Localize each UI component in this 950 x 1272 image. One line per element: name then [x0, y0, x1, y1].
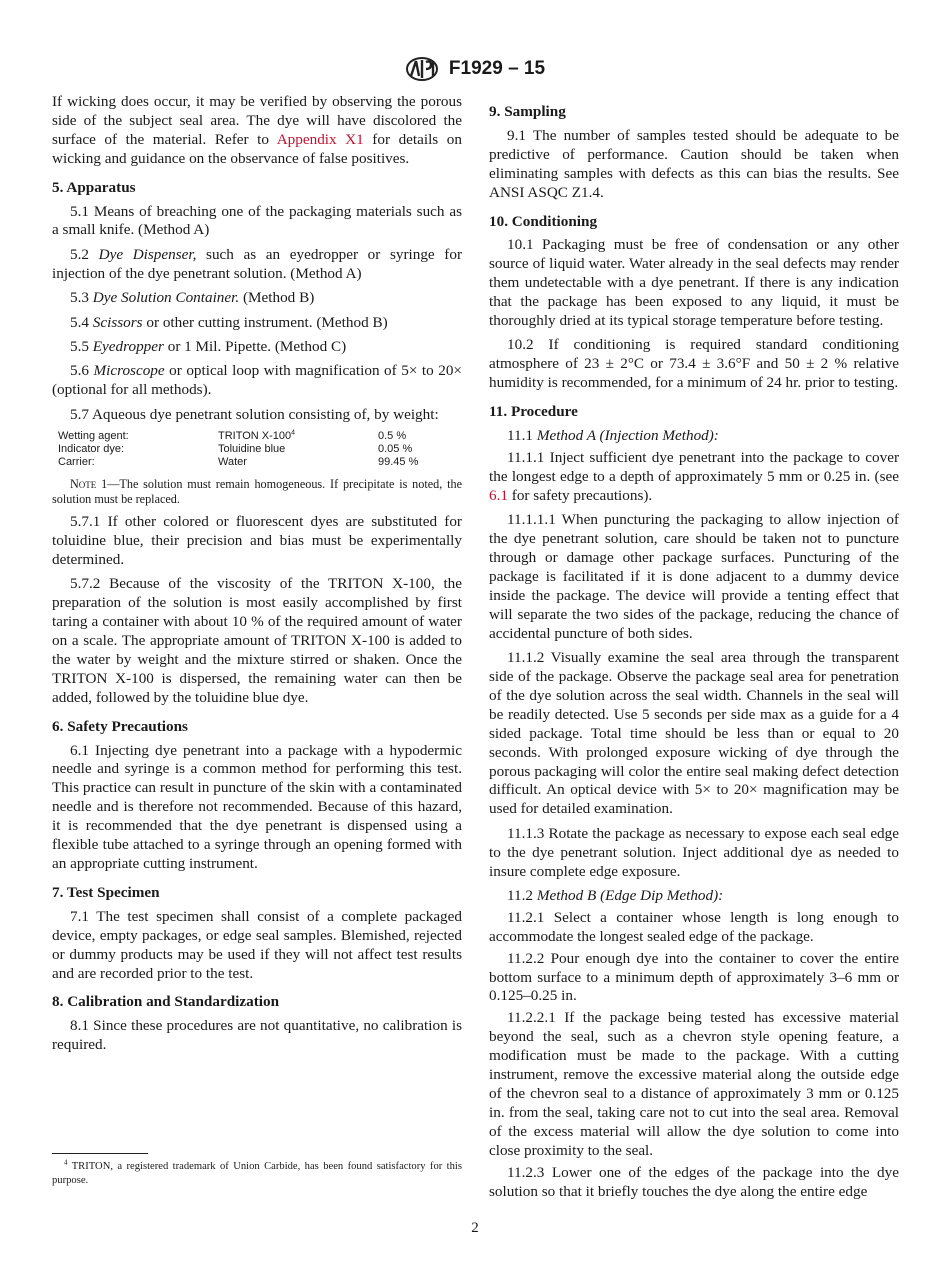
italic-term: Dye Dispenser,: [98, 245, 197, 263]
paragraph: [52, 406, 462, 425]
paragraph: [489, 427, 899, 446]
paragraph-text: 8.1 Since these procedures are not quantitative, no calibration is required.: [52, 1017, 462, 1054]
italic-term: Method A (Injection Method):: [536, 427, 719, 445]
paragraph: [52, 513, 462, 570]
paragraph-text: 10.2 If conditioning is required standard conditioning atmosphere of 23 ± 2°C or 73.4 ± 3.6°F and 50 ± 2 % relative humidity is recommended, for a minimum of 24 hr. prior to testing.: [489, 336, 899, 392]
paragraph: [52, 908, 462, 984]
paragraph-text: 6.1 Injecting dye penetrant into a package with a hypodermic needle and syringe is a common method for performing this test. This practice can result in puncture of the skin with a contaminated needle and is therefore not recommended. Because of this hazard, it is recommended that the dye penetrant is dispensed using a flexible tube attached to a syringe through an opening formed with an appropriate cutting instrument.: [52, 741, 462, 872]
component-role: Wetting agent:: [58, 430, 129, 443]
section-heading: 5. Apparatus: [52, 178, 136, 196]
paragraph-text: 11.2.2 Pour enough dye into the container to cover the entire bottom surface to a minimum depth of approximately 3–6 mm or 0.125–0.25 in.: [489, 949, 899, 1005]
component-weight: 99.45 %: [378, 456, 419, 469]
component-name-text: Water: [218, 456, 247, 469]
paragraph: [489, 236, 899, 331]
component-weight: 0.05 %: [378, 443, 413, 456]
paragraph: [52, 93, 462, 169]
italic-term: Microscope: [93, 362, 165, 380]
solution-composition-table: [58, 430, 418, 469]
note-label: Note 1: [70, 477, 108, 492]
table-row: [58, 443, 418, 456]
paragraph-text: 5.7 Aqueous dye penetrant solution consisting of, by weight:: [70, 405, 439, 423]
paragraph-text: for safety precautions).: [507, 486, 653, 504]
paragraph-text: (Method B): [239, 289, 315, 307]
paragraph-text: 11.1.3 Rotate the package as necessary to expose each seal edge to the dye penetrant solution. Inject additional dye as needed to insure complete edge exposure.: [489, 824, 899, 880]
component-name-text: TRITON X-100: [218, 430, 292, 443]
paragraph-text: or optical loop with magnification of 5× to 20× (optional for all methods).: [52, 362, 462, 399]
paragraph-text: 11.2.1 Select a container whose length is long enough to accommodate the longest sealed edge of the package.: [489, 908, 899, 945]
right-column: [489, 93, 899, 1204]
italic-term: Eyedropper: [92, 337, 164, 355]
paragraph: [489, 127, 899, 203]
component-name: [218, 443, 378, 456]
paragraph: [489, 649, 899, 819]
paragraph-text: 5.7.2 Because of the viscosity of the TRITON X-100, the preparation of the solution is most easily accomplished by first taring a container with about 10 % of the required amount of water on a scale. The appropriate amount of TRITON X-100 is added to the water by weight and the mixture stirred or shaken. Once the TRITON X-100 is dispersed, the remaining water can then be added, followed by the toluidine blue dye.: [52, 575, 462, 706]
table-row: [58, 430, 418, 443]
footnote: [52, 1160, 462, 1188]
standard-designation: F1929 – 15: [448, 58, 546, 79]
component-role: Indicator dye:: [58, 443, 125, 456]
note: [52, 477, 462, 507]
section-heading: 6. Safety Precautions: [52, 717, 188, 735]
paragraph: [52, 203, 462, 241]
paragraph-text: 5.4: [70, 313, 93, 331]
paragraph-text: such as an eyedropper or syringe for injection of the dye penetrant solution. (Method A): [52, 245, 463, 282]
paragraph: [489, 449, 899, 506]
paragraph-text: 11.2: [507, 886, 537, 904]
footnote-ref: 4: [291, 429, 296, 437]
page-header: [0, 56, 950, 82]
italic-term: Scissors: [92, 313, 143, 331]
paragraph: [52, 246, 462, 284]
section-heading: 9. Sampling: [489, 103, 566, 120]
paragraph: [489, 511, 899, 643]
footnote-number: 4: [64, 1158, 68, 1167]
paragraph: [489, 950, 899, 1007]
component-role: Carrier:: [58, 456, 95, 469]
cross-reference-link[interactable]: Appendix X1: [276, 130, 364, 148]
paragraph-text: 11.1.2 Visually examine the seal area through the transparent side of the package. Observe the package seal area for penetration of the dye solution across the seal width. Channels in the seal will be readily detected. Use 5 seconds per side max as a guide for a 4 sided package. Total time should be less than or equal to 20 seconds. With prolonged exposure wicking of dye through the porous packaging will color the entire seal making defect detection difficult. An optical device with 5× to 20× magnification may be used for detailed examination.: [489, 649, 899, 818]
paragraph-text: 5.7.1 If other colored or fluorescent dyes are substituted for toluidine blue, their precision and bias must be experimentally determined.: [52, 513, 462, 568]
paragraph-text: 7.1 The test specimen shall consist of a complete packaged device, empty packages, or edge seal samples. Blemished, rejected or dummy products may be used if they will not affect test results and are recorded prior to the test.: [52, 907, 462, 982]
paragraph-text: 9.1 The number of samples tested should be adequate to be predictive of performance. Caution should be taken when eliminating samples with defects as this can bias the results. See ANSI ASQC Z1.4.: [489, 126, 899, 201]
paragraph-text: 11.1.1 Inject sufficient dye penetrant into the package to cover the longest edge to a depth of approximately 5 mm or 0.25 in. (see: [489, 449, 899, 485]
astm-logo-icon: [405, 56, 439, 82]
paragraph-text: for details on wicking and guidance on the observance of false positives.: [52, 130, 462, 167]
paragraph-text: 11.2.2.1 If the package being tested has excessive material beyond the seal, such as a chevron style opening feature, a modification must be made to the package. With a cutting instrument, remove the excessive material along the outside edge of the chevron seal to a distance of approximately 3 mm or 0.125 in. from the seal, taking care not to cut into the seal area. Removal of the excess material will allow the dye solution to come into close proximity to the seal.: [489, 1009, 899, 1159]
paragraph: [489, 887, 899, 906]
section-heading: 10. Conditioning: [489, 212, 598, 230]
left-column: [52, 93, 462, 1061]
paragraph-text: If wicking does occur, it may be verified by observing the porous side of the subject seal area. The dye will have discolored the surface of the material. Refer to: [52, 93, 462, 148]
italic-term: Dye Solution Container.: [92, 289, 240, 307]
paragraph-text: or 1 Mil. Pipette. (Method C): [163, 337, 347, 355]
paragraph: [52, 1017, 462, 1055]
paragraph-text: 5.3: [70, 289, 93, 307]
cross-reference-link[interactable]: 6.1: [489, 486, 508, 504]
paragraph-text: 11.1: [507, 427, 537, 445]
paragraph: [52, 362, 462, 400]
italic-term: Method B (Edge Dip Method):: [536, 886, 724, 904]
paragraph-text: 5.2: [70, 245, 99, 263]
paragraph: [489, 909, 899, 947]
paragraph: [52, 314, 462, 333]
component-name: [218, 456, 378, 469]
paragraph-text: 11.1.1.1 When puncturing the packaging to allow injection of the dye penetrant solution, care should be taken not to puncture through or damage other package surfaces. Puncturing of the package is facilitated if it is done adjacent to a dummy device inside the package. The device will provide a tenting effect that will separate the two sides of the package, reducing the chance of accidental puncture of both sides.: [489, 511, 899, 642]
table-row: [58, 456, 418, 469]
paragraph-text: 5.5: [70, 337, 93, 355]
paragraph-text: 5.6: [70, 362, 94, 380]
page-number: 2: [471, 1220, 479, 1236]
section-heading: 7. Test Specimen: [52, 883, 160, 901]
note-text: —The solution must remain homogeneous. If precipitate is noted, the solution must be replaced.: [52, 477, 462, 507]
footnote-text: TRITON, a registered trademark of Union Carbide, has been found satisfactory for this purpose.: [52, 1161, 462, 1186]
component-name: [218, 430, 378, 443]
section-heading: 8. Calibration and Standardization: [52, 993, 280, 1011]
paragraph: [52, 575, 462, 707]
paragraph: [489, 1009, 899, 1160]
paragraph-text: 11.2.3 Lower one of the edges of the package into the dye solution so that it briefly touches the dye along the entire edge: [489, 1163, 899, 1200]
paragraph-text: or other cutting instrument. (Method B): [142, 313, 388, 331]
component-weight: 0.5 %: [378, 430, 407, 443]
footnote-divider: [52, 1153, 148, 1154]
paragraph: [489, 336, 899, 393]
paragraph: [489, 1164, 899, 1202]
paragraph: [52, 289, 462, 308]
paragraph-text: 10.1 Packaging must be free of condensation or any other source of liquid water. Water already in the seal defects may render them undetectable with a dye penetrant. If there is any indication that the package has been exposed to any liquid, it must be thoroughly dried at its typical storage temperature before testing.: [489, 236, 899, 330]
paragraph: [489, 825, 899, 882]
component-name-text: Toluidine blue: [218, 443, 286, 456]
section-heading: 11. Procedure: [489, 403, 578, 421]
paragraph: [52, 338, 462, 357]
paragraph: [52, 742, 462, 874]
paragraph-text: 5.1 Means of breaching one of the packaging materials such as a small knife. (Method A): [52, 202, 462, 239]
